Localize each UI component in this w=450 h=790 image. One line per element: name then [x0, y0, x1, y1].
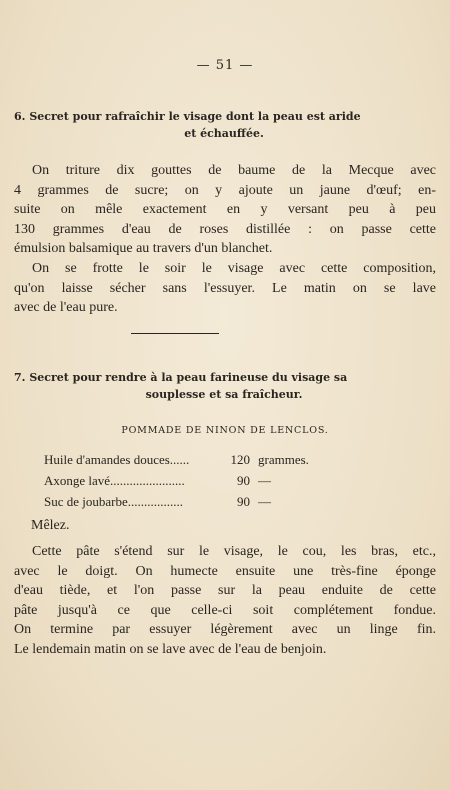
section-6-paragraph-2 [14, 259, 436, 318]
section-6-heading-line2: et échauffée. [184, 127, 264, 140]
section-6-heading-line1: 6. Secret pour rafraîchir le visage dont la peau est aride [14, 110, 361, 123]
ingredient-row [44, 494, 344, 515]
ingredient-name: Huile d'amandes douces...... [44, 452, 190, 467]
section-7-heading-line2: souplesse et sa fraîcheur. [145, 388, 303, 401]
text-line: 130 grammes d'eau de roses distillée : on passe cette [14, 221, 436, 237]
ingredient-name: Suc de joubarbe................. [44, 494, 184, 509]
ingredient-qty: 120 [230, 452, 250, 467]
text-line: d'eau tiède, et l'on passe sur la peau enduite de cette [14, 583, 436, 598]
text-line: émulsion balsamique au travers d'un blanchet. [14, 241, 273, 256]
ingredient-qty: 90 [237, 494, 250, 509]
ingredient-unit: — [258, 494, 271, 509]
ingredient-row [44, 452, 344, 473]
text-line: avec de l'eau pure. [14, 300, 118, 315]
ingredient-unit: — [258, 473, 271, 488]
text-line: On triture dix gouttes de baume de la Mecque avec [32, 163, 436, 178]
melez-text: Mêlez. [31, 518, 70, 533]
section-6-paragraph-1 [14, 161, 436, 259]
text-line: Cette pâte s'étend sur le visage, le cou, les bras, etc., [32, 544, 436, 559]
section-6-heading [14, 108, 434, 142]
ingredient-list [44, 452, 344, 515]
text-line: avec le doigt. On humecte ensuite une très-fine éponge [14, 563, 436, 579]
page-number: — 51 — [196, 58, 254, 73]
ingredient-row [44, 473, 344, 494]
text-line: Le lendemain matin on se lave avec de l'eau de benjoin. [14, 641, 327, 657]
ingredient-qty: 90 [237, 473, 250, 488]
text-line: suite on mêle exactement en y versant peu à peu [14, 202, 436, 217]
ingredient-unit: grammes. [258, 452, 309, 467]
section-7-heading [14, 369, 434, 403]
recipe-title: POMMADE DE NINON DE LENCLOS. [121, 425, 329, 436]
section-7-paragraph [14, 542, 436, 659]
text-line: pâte jusqu'à ce que celle-ci soit complétement fondue. [14, 602, 436, 618]
text-line: On termine par essuyer légèrement avec un linge fin. [14, 622, 436, 637]
ingredient-name: Axonge lavé....................... [44, 473, 185, 488]
text-line: qu'on laisse sécher sans l'essuyer. Le matin on se lave [14, 280, 436, 296]
section-7-heading-line1: 7. Secret pour rendre à la peau farineuse du visage sa [14, 371, 348, 384]
text-line: 4 grammes de sucre; on y ajoute un jaune d'œuf; en- [14, 182, 436, 198]
section-divider [131, 333, 219, 334]
text-line: On se frotte le soir le visage avec cette composition, [32, 261, 436, 276]
